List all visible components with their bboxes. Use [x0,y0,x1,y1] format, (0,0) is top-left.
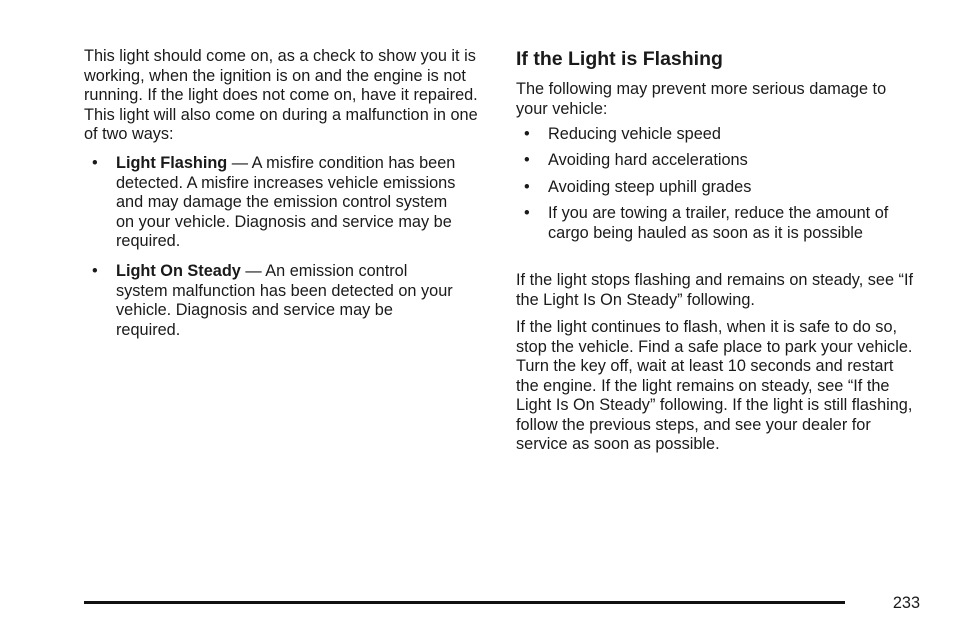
list-item-text: Avoiding hard accelerations [548,151,748,169]
section-intro-paragraph: The following may prevent more serious damage to your vehicle: [516,80,887,118]
list-item-term: Light On Steady [116,262,241,280]
bullet-icon: • [524,204,530,222]
bullet-icon: • [524,125,530,143]
steady-light-paragraph: If the light stops flashing and remains on steady, see “If the Light Is On Steady” following. [516,271,913,309]
footer-rule [84,601,845,604]
bullet-icon: • [524,151,530,169]
list-item-text [116,154,456,252]
list-item-text: If you are towing a trailer, reduce the amount of cargo being hauled as soon as it is possible [548,204,889,242]
section-heading: If the Light is Flashing [516,48,723,70]
list-item-term: Light Flashing [116,154,228,172]
continues-flashing-paragraph: If the light continues to flash, when it is safe to do so, stop the vehicle. Find a safe place to park your vehicle. Turn the key off, wait at least 10 seconds and restart the engine. If the light remains on steady, see “If the Light Is On Steady” following. If the light is still flashing, follow the previous steps, and see your dealer for service as soon as possible. [516,318,913,453]
intro-paragraph: This light should come on, as a check to show you it is working, when the ignition is on and the engine is not running. If the light does not come on, have it repaired. This light will also come on during a malfunction in one of two ways: [84,47,478,143]
list-item-text: Reducing vehicle speed [548,125,721,143]
list-item-description: — An emission control system malfunction has been detected on your vehicle. Diagnosis and service may be required. [116,262,453,339]
bullet-icon: • [524,178,530,196]
list-item-text: Avoiding steep uphill grades [548,178,752,196]
list-item-text [116,262,456,340]
page-number: 233 [892,594,920,612]
bullet-icon: • [92,262,98,280]
bullet-icon: • [92,154,98,172]
list-item-description: — A misfire condition has been detected. A misfire increases vehicle emissions and may damage the emission control system on your vehicle. Diagnosis and service may be required. [116,154,456,250]
